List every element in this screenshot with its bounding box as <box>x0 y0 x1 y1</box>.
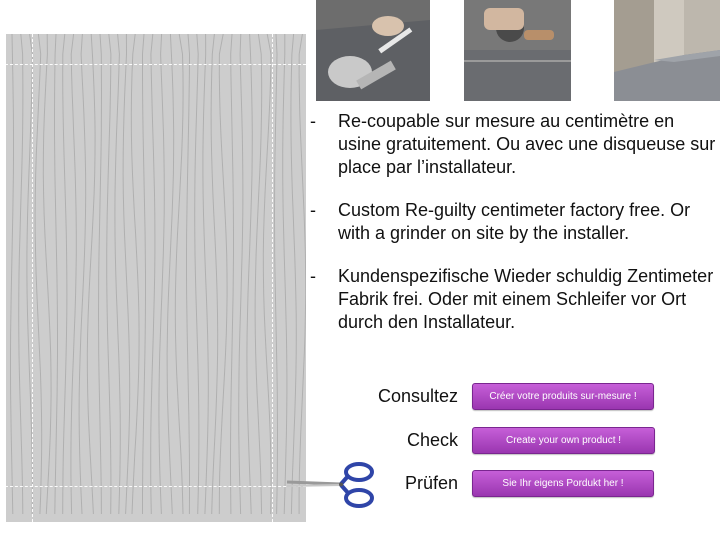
cta-label-fr: Consultez <box>377 386 458 406</box>
description-list <box>310 110 716 354</box>
cut-guide-left <box>32 34 33 522</box>
photo-cutting-by-hand <box>316 0 430 101</box>
create-product-button-en[interactable]: Create your own product ! <box>472 427 655 454</box>
bullet-text: Kundenspezifische Wieder schuldig Zentimeter Fabrik frei. Oder mit einem Schleifer vor Ort durch den Installateur. <box>338 266 714 332</box>
cta-label-en: Check <box>406 430 458 450</box>
photo-installed-floor <box>614 0 720 101</box>
bullet-text: Re-coupable sur mesure au centimètre en usine gratuitement. Ou avec une disqueuse sur place par l’installateur. <box>338 111 716 177</box>
wood-texture-sample <box>6 34 306 522</box>
bullet-german <box>310 265 716 334</box>
create-product-button-fr[interactable]: Créer votre produits sur-mesure ! <box>472 383 654 410</box>
cut-guide-bottom <box>0 486 306 487</box>
create-product-button-de[interactable]: Sie Ihr eigens Pordukt her ! <box>472 470 654 497</box>
bullet-text: Custom Re-guilty centimeter factory free. Or with a grinder on site by the installer. <box>338 200 691 243</box>
cut-guide-top <box>0 64 306 65</box>
bullet-french <box>310 110 716 179</box>
bullet-english <box>310 199 716 245</box>
photo-grinder-cutting <box>464 0 571 101</box>
cta-label-de: Prüfen <box>404 473 458 493</box>
cut-guide-right <box>272 34 273 522</box>
wood-grain-graphic <box>6 34 306 522</box>
bullet-dash: - <box>310 266 316 286</box>
bullet-dash: - <box>310 111 316 131</box>
scissors-icon <box>283 460 377 510</box>
bullet-dash: - <box>310 200 316 220</box>
